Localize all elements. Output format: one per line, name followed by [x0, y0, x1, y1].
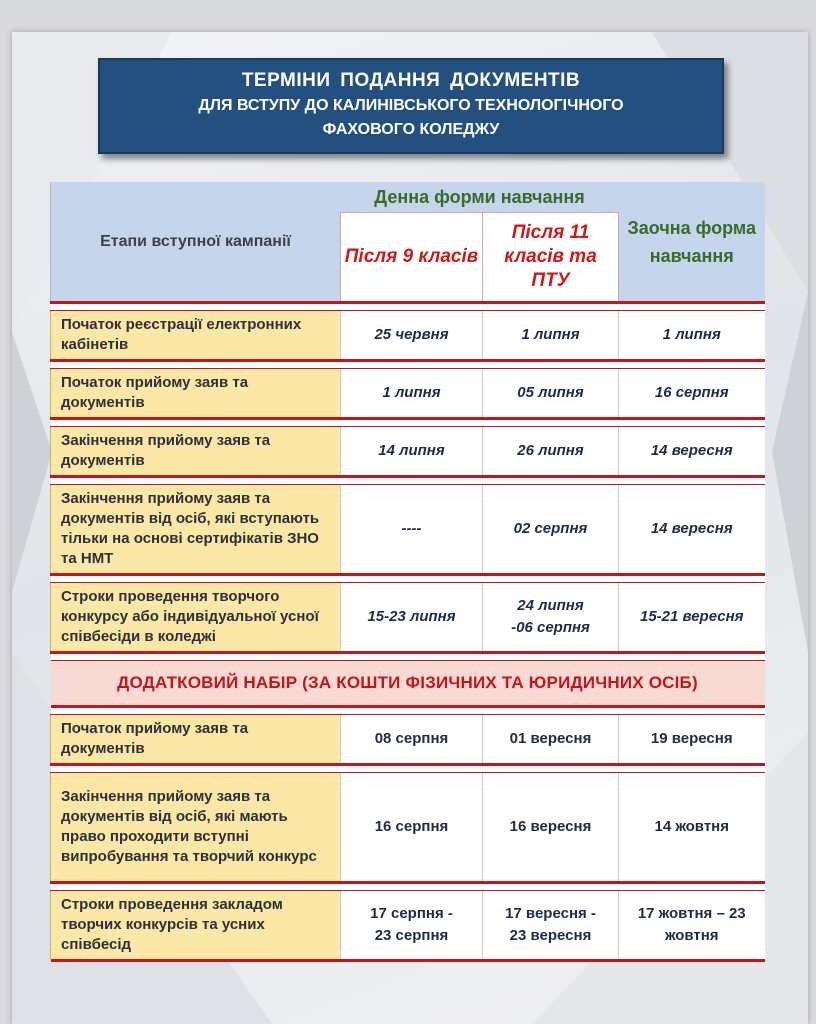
row-separator [51, 303, 765, 311]
row-separator [51, 575, 765, 583]
stage-cell: Закінчення прийому заяв та документів від осіб, які вступають тільки на основі сертифікатів ЗНО та НМТ [51, 485, 341, 575]
table-row [51, 311, 765, 361]
after11-cell: 1 липня [483, 311, 619, 361]
table-bottom-line [51, 959, 765, 962]
extra-section-header [51, 661, 765, 707]
title-line-2: ДЛЯ ВСТУПУ ДО КАЛИНІВСЬКОГО ТЕХНОЛОГІЧНОГО [198, 97, 624, 114]
schedule-table [50, 182, 765, 962]
after11-cell: 24 липня -06 серпня [483, 583, 619, 653]
row-separator [51, 361, 765, 369]
document-title [98, 58, 724, 154]
table-row [51, 369, 765, 419]
stage-cell: Строки проведення закладом творчих конкурсів та усних співбесід [51, 891, 341, 960]
after9-cell: ---- [341, 485, 483, 575]
header-day-form: Денна форми навчання [341, 182, 619, 213]
after9-cell: 14 липня [341, 427, 483, 477]
table-row [51, 891, 765, 960]
zaochna-cell: 17 жовтня – 23 жовтня [619, 891, 765, 960]
stage-cell: Закінчення прийому заяв та документів від осіб, які мають право проходити вступні випробування та творчий конкурс [51, 773, 341, 883]
zaochna-cell: 15-21 вересня [619, 583, 765, 653]
after11-cell: 05 липня [483, 369, 619, 419]
after9-cell: 17 серпня - 23 серпня [341, 891, 483, 960]
row-separator [51, 477, 765, 485]
after11-cell: 26 липня [483, 427, 619, 477]
after9-cell: 08 серпня [341, 715, 483, 765]
row-separator [51, 653, 765, 661]
row-separator [51, 707, 765, 715]
table-row [51, 485, 765, 575]
zaochna-cell: 1 липня [619, 311, 765, 361]
after11-cell: 16 вересня [483, 773, 619, 883]
row-separator [51, 883, 765, 891]
zaochna-cell: 14 вересня [619, 427, 765, 477]
table-row [51, 427, 765, 477]
after11-cell: 01 вересня [483, 715, 619, 765]
row-separator [51, 765, 765, 773]
stage-cell: Строки проведення творчого конкурсу або індивідуальної усної співбесіди в коледжі [51, 583, 341, 653]
stage-cell: Початок реєстрації електронних кабінетів [51, 311, 341, 361]
title-line-1: ТЕРМІНИ ПОДАННЯ ДОКУМЕНТІВ [241, 70, 581, 91]
header-after11: Після 11 класів та ПТУ [483, 213, 619, 303]
header-after9: Після 9 класів [341, 213, 483, 303]
stage-cell: Закінчення прийому заяв та документів [51, 427, 341, 477]
after9-cell: 15-23 липня [341, 583, 483, 653]
header-stages: Етапи вступної кампанії [51, 182, 341, 303]
extra-section-title: ДОДАТКОВИЙ НАБІР (ЗА КОШТИ ФІЗИЧНИХ ТА ЮРИДИЧНИХ ОСІБ) [51, 661, 765, 707]
after11-cell: 17 вересня - 23 вересня [483, 891, 619, 960]
zaochna-cell: 14 вересня [619, 485, 765, 575]
title-line-3: ФАХОВОГО КОЛЕДЖУ [322, 121, 500, 138]
stage-cell: Початок прийому заяв та документів [51, 715, 341, 765]
row-separator [51, 419, 765, 427]
after9-cell: 1 липня [341, 369, 483, 419]
header-row [51, 182, 765, 213]
table-row [51, 583, 765, 653]
zaochna-cell: 16 серпня [619, 369, 765, 419]
after9-cell: 16 серпня [341, 773, 483, 883]
header-zaochna: Заочна форма навчання [619, 182, 765, 303]
zaochna-cell: 19 вересня [619, 715, 765, 765]
stage-cell: Початок прийому заяв та документів [51, 369, 341, 419]
zaochna-cell: 14 жовтня [619, 773, 765, 883]
after9-cell: 25 червня [341, 311, 483, 361]
table-row [51, 773, 765, 883]
table-row [51, 715, 765, 765]
after11-cell: 02 серпня [483, 485, 619, 575]
